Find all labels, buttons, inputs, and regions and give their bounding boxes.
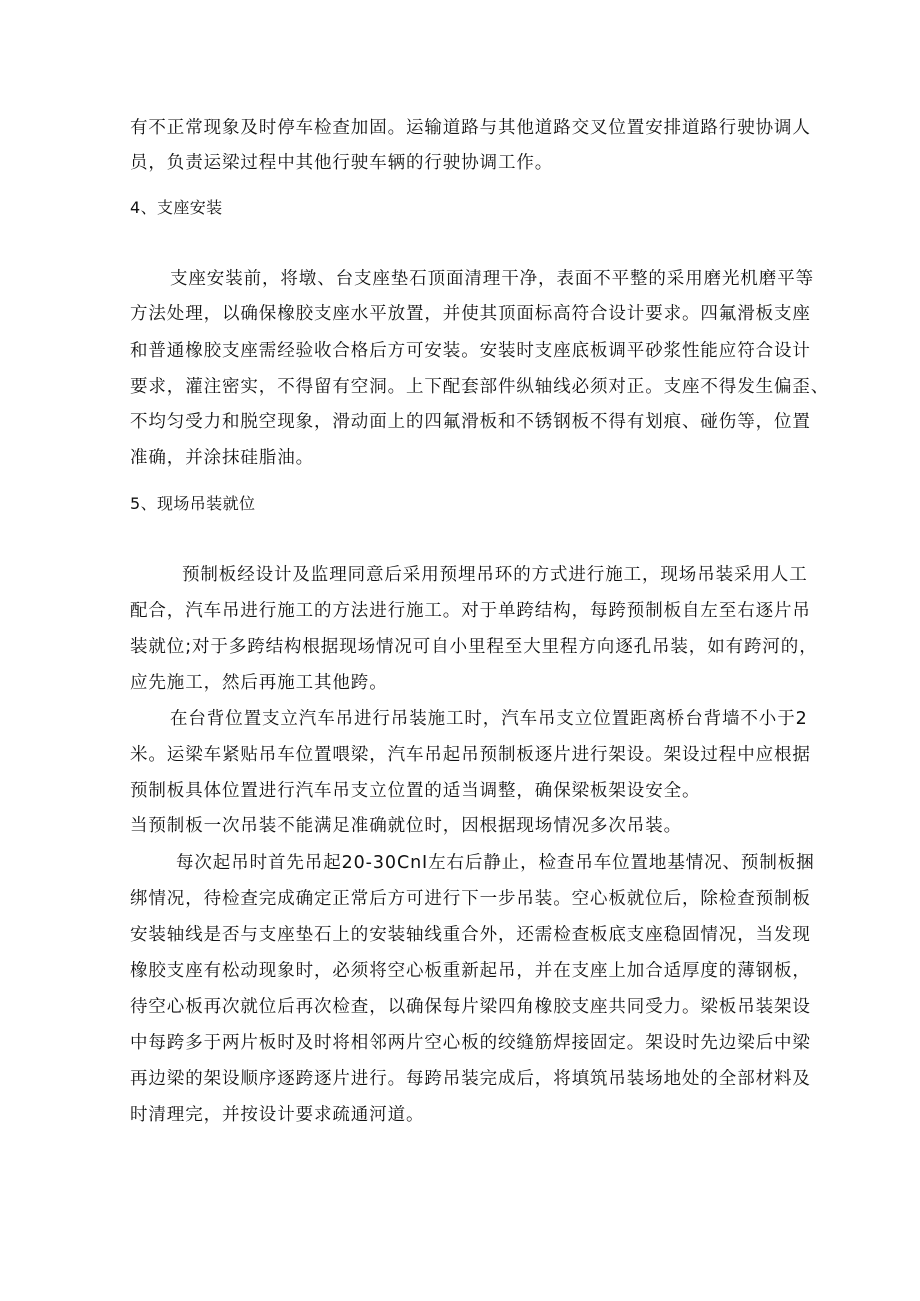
paragraph-line: 有不正常现象及时停车检查加固。运输道路与其他道路交叉位置安排道路行驶协调人 xyxy=(130,118,811,138)
paragraph-line: 和普通橡胶支座需经验收合格后方可安装。安装时支座底板调平砂浆性能应符合设计 xyxy=(130,341,811,361)
paragraph-line: 橡胶支座有松动现象时，必须将空心板重新起吊，并在支座上加合适厚度的薄钢板， xyxy=(130,961,811,981)
paragraph-line: 不均匀受力和脱空现象，滑动面上的四氟滑板和不锈钢板不得有划痕、碰伤等，位置 xyxy=(130,412,811,432)
paragraph-line: 准确，并涂抹硅脂油。 xyxy=(130,448,314,468)
paragraph-line: 支座安装前，将墩、台支座垫石顶面清理干净，表面不平整的采用磨光机磨平等 xyxy=(170,269,814,289)
paragraph-line: 时清理完，并按设计要求疏通河道。 xyxy=(130,1105,425,1125)
paragraph-line: 应先施工，然后再施工其他跨。 xyxy=(130,673,388,693)
paragraph-line: 待空心板再次就位后再次检查，以确保每片梁四角橡胶支座共同受力。梁板吊装架设 xyxy=(130,997,811,1017)
paragraph-line: 每次起吊时首先吊起20-30CnI左右后静止，检查吊车位置地基情况、预制板捆 xyxy=(176,853,815,873)
paragraph-line: 配合，汽车吊进行施工的方法进行施工。对于单跨结构，每跨预制板自左至右逐片吊 xyxy=(130,601,811,621)
paragraph-line: 中每跨多于两片板时及时将相邻两片空心板的绞缝筋焊接固定。架设时先边梁后中梁 xyxy=(130,1033,811,1053)
paragraph-line: 装就位;对于多跨结构根据现场情况可自小里程至大里程方向逐孔吊装，如有跨河的， xyxy=(130,637,818,657)
paragraph-line: 预制板具体位置进行汽车吊支立位置的适当调整，确保梁板架设安全。 xyxy=(130,781,701,801)
paragraph-line: 再边梁的架设顺序逐跨逐片进行。每跨吊装完成后，将填筑吊装场地处的全部材料及 xyxy=(130,1069,811,1089)
paragraph-line: 当预制板一次吊装不能满足准确就位时，因根据现场情况多次吊装。 xyxy=(130,816,682,836)
paragraph-line: 要求，灌注密实，不得留有空洞。上下配套部件纵轴线必须对正。支座不得发生偏歪、 xyxy=(130,377,830,397)
paragraph-line: 方法处理，以确保橡胶支座水平放置，并使其顶面标高符合设计要求。四氟滑板支座 xyxy=(130,304,811,324)
paragraph-line: 员，负责运梁过程中其他行驶车辆的行驶协调工作。 xyxy=(130,153,554,173)
paragraph-line: 在台背位置支立汽车吊进行吊装施工时，汽车吊支立位置距离桥台背墙不小于2 xyxy=(170,709,808,729)
paragraph-line: 米。运梁车紧贴吊车位置喂梁，汽车吊起吊预制板逐片进行架设。架设过程中应根据 xyxy=(130,745,811,765)
paragraph-line: 预制板经设计及监理同意后采用预埋吊环的方式进行施工，现场吊装采用人工 xyxy=(182,565,808,585)
paragraph-line: 安装轴线是否与支座垫石上的安装轴线重合外，还需检查板底支座稳固情况，当发现 xyxy=(130,925,811,945)
section-heading-5: 5、现场吊装就位 xyxy=(130,494,256,513)
section-heading-4: 4、支座安装 xyxy=(130,198,223,217)
paragraph-line: 绑情况，待检查完成确定正常后方可进行下一步吊装。空心板就位后，除检查预制板 xyxy=(130,889,811,909)
